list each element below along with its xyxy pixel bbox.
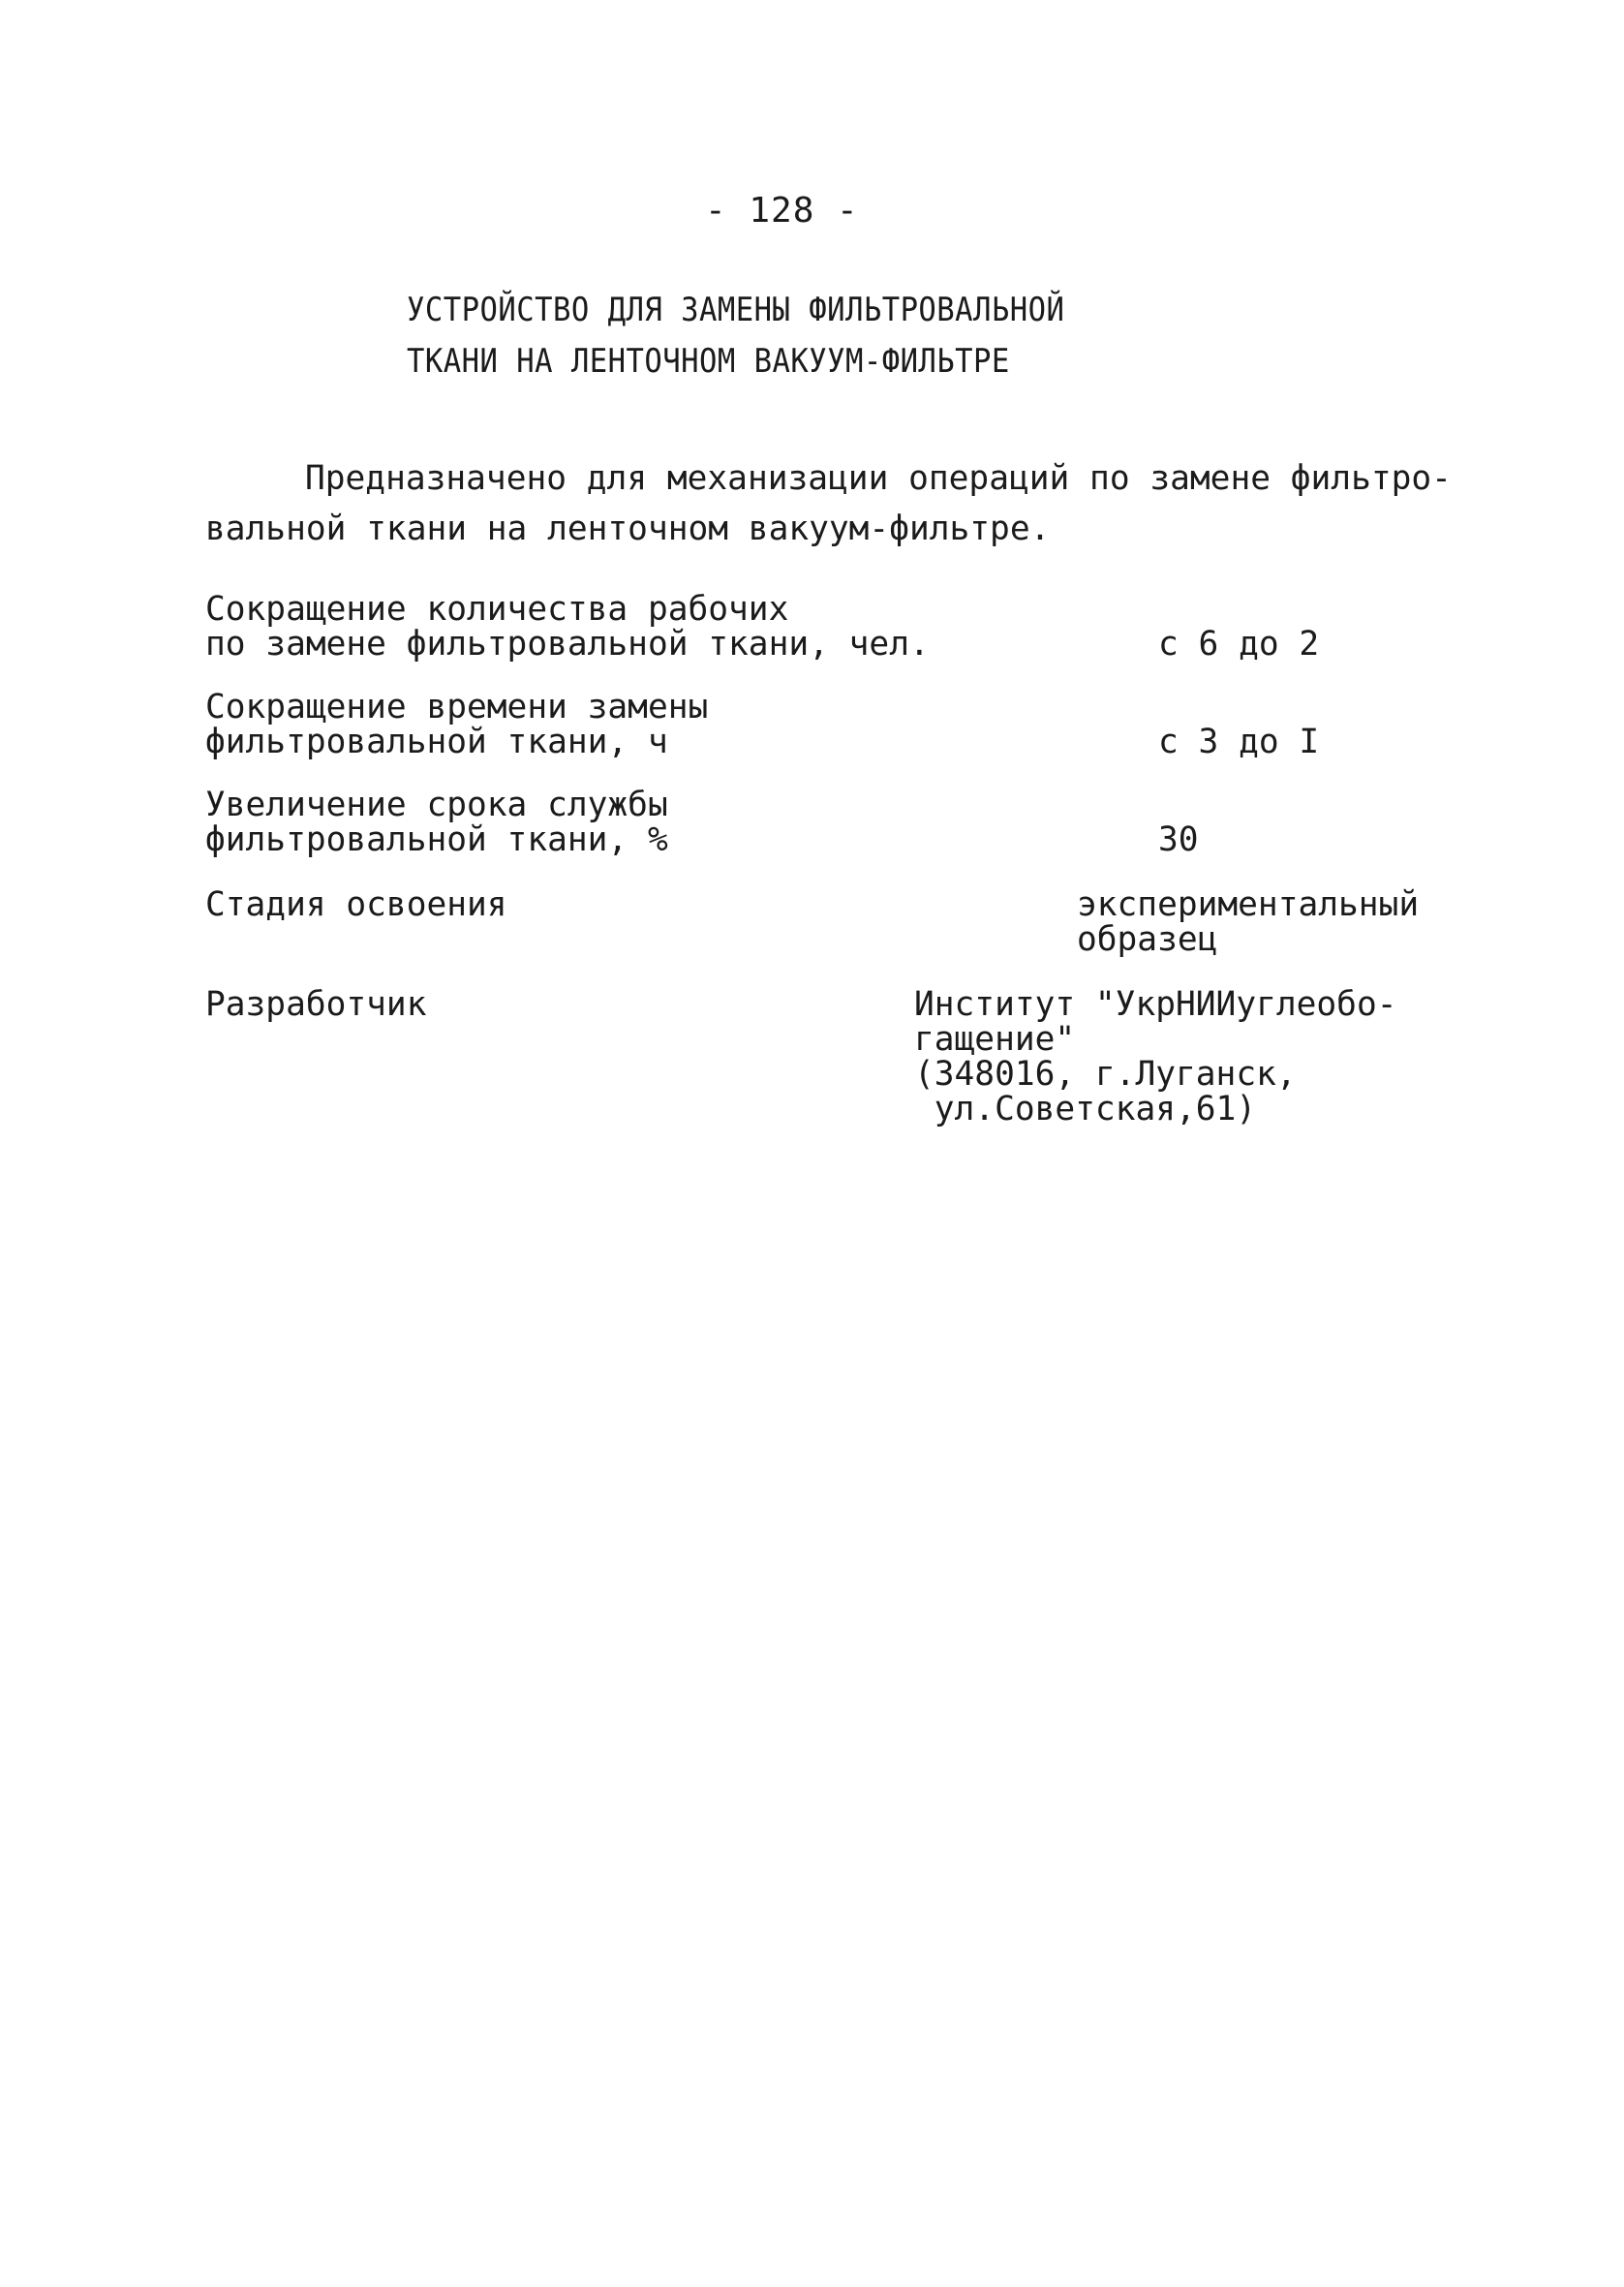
- spec-value: 30: [1158, 820, 1199, 859]
- spec-value: экспериментальный: [1077, 885, 1420, 924]
- spec-label: по замене фильтровальной ткани, чел.: [205, 625, 930, 664]
- spec-value: (348016, г.Луганск,: [914, 1055, 1297, 1094]
- title-line-1: УСТРОЙСТВО ДЛЯ ЗАМЕНЫ ФИЛЬТРОВАЛЬНОЙ: [407, 291, 1065, 329]
- spec-value: ул.Советская,61): [914, 1090, 1257, 1128]
- page-number: - 128 -: [705, 191, 859, 231]
- spec-label: фильтровальной ткани, ч: [205, 723, 668, 761]
- spec-value: Институт "УкрНИИуглеобо-: [914, 985, 1397, 1024]
- intro-line-1: Предназначено для механизации операций по замене фильтро-: [305, 459, 1452, 498]
- spec-value: образец: [1077, 920, 1218, 959]
- spec-value: с 6 до 2: [1158, 625, 1320, 664]
- title-line-2: ТКАНИ НА ЛЕНТОЧНОМ ВАКУУМ-ФИЛЬТРЕ: [407, 342, 1010, 381]
- spec-label: Разработчик: [205, 985, 427, 1024]
- spec-label: фильтровальной ткани, %: [205, 820, 668, 859]
- spec-label: Сокращение времени замены: [205, 688, 709, 726]
- spec-label: Сокращение количества рабочих: [205, 590, 789, 629]
- spec-value: гащение": [914, 1020, 1076, 1059]
- spec-label: Стадия освоения: [205, 885, 507, 924]
- spec-label: Увеличение срока службы: [205, 786, 668, 824]
- intro-line-2: вальной ткани на ленточном вакуум-фильтре.: [205, 510, 1051, 548]
- spec-value: с 3 до I: [1158, 723, 1320, 761]
